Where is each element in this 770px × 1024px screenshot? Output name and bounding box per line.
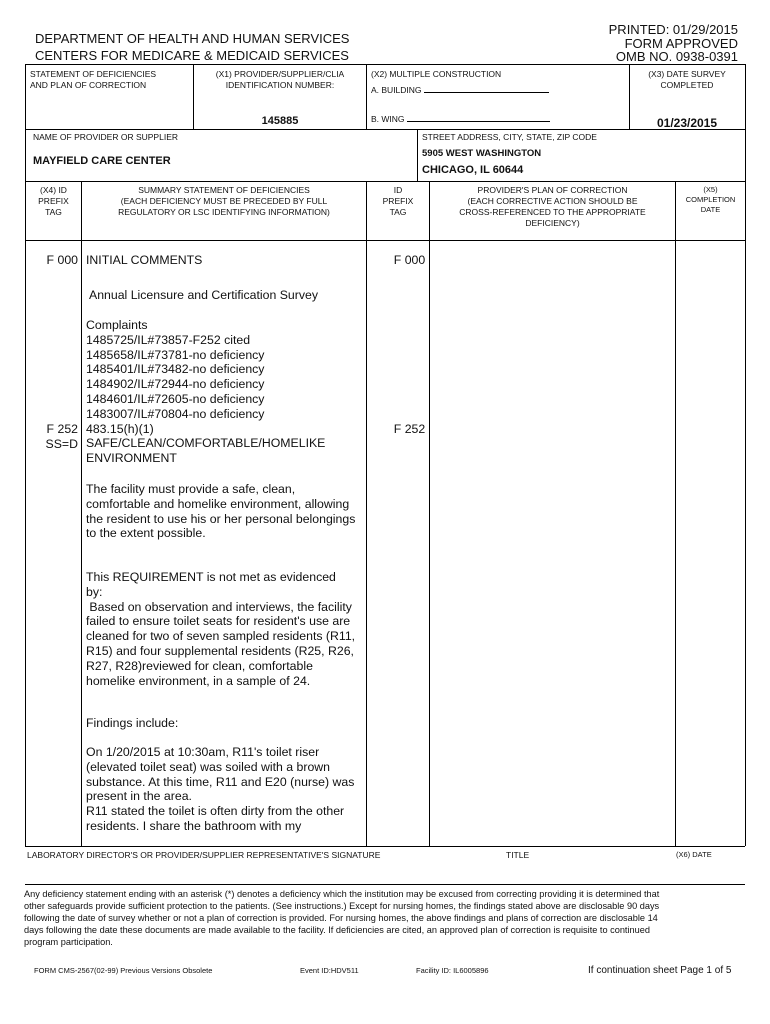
x5-header-line: (X5) [703, 185, 718, 194]
text-line: This REQUIREMENT is not met as evidenced [86, 570, 336, 584]
summary-header [82, 185, 366, 218]
id-header-line: PREFIX [382, 196, 414, 206]
plan-header-line: (EACH CORRECTIVE ACTION SHOULD BE [467, 196, 638, 206]
rule [193, 64, 194, 129]
disclaimer-line: days following the date these documents are made available to the facility. If deficiencies are cited, an approved plan of correction is requisite to continued [24, 925, 650, 935]
plan-header [430, 185, 675, 229]
rule [25, 846, 745, 847]
rule [417, 129, 418, 181]
complaints-list [86, 318, 325, 466]
tag-f000-right: F 000 [393, 253, 426, 267]
building-label: A. BUILDING [371, 85, 422, 95]
text-line: On 1/20/2015 at 10:30am, R11's toilet riser [86, 745, 320, 759]
rule [25, 64, 26, 846]
x3-label-line: COMPLETED [660, 80, 714, 90]
rule [25, 240, 745, 241]
plan-header-line: CROSS-REFERENCED TO THE APPROPRIATE [459, 207, 646, 217]
rule [745, 64, 746, 846]
regulation-ref: 483.15(h)(1) [86, 421, 154, 436]
x1-label-line: IDENTIFICATION NUMBER: [225, 80, 335, 90]
rule [429, 181, 430, 846]
complaint-line: 1483007/IL#70804-no deficiency [86, 406, 265, 421]
x5-header-line: COMPLETION [685, 195, 736, 204]
tag-ssd: SS=D [45, 437, 78, 451]
wing-label: B. WING [371, 114, 405, 124]
summary-header-line: REGULATORY OR LSC IDENTIFYING INFORMATION) [118, 207, 330, 217]
disclaimer-line: following the date of survey whether or not a plan of correction is provided. For nursing homes, the above findings and plans of correction are disclosable 14 [24, 913, 658, 923]
id-prefix-header [367, 185, 429, 218]
tag-f000-left: F 000 [46, 253, 78, 267]
complaint-line: 1485401/IL#73482-no deficiency [86, 362, 265, 377]
text-line: comfortable and homelike environment, allowing [86, 496, 350, 511]
x5-header-line: DATE [700, 205, 721, 214]
survey-date: 01/23/2015 [656, 116, 718, 130]
regulation-title: SAFE/CLEAN/COMFORTABLE/HOMELIKE [86, 436, 326, 451]
annual-survey-note: Annual Licensure and Certification Survey [89, 288, 318, 302]
street-address: 5905 WEST WASHINGTON [422, 148, 542, 159]
text-line: cleaned for two of seven sampled residents (R11, [86, 629, 356, 644]
id-header-line: ID [393, 185, 403, 195]
initial-comments: INITIAL COMMENTS [86, 253, 203, 267]
address-label: STREET ADDRESS, CITY, STATE, ZIP CODE [422, 132, 597, 142]
rule [629, 64, 630, 129]
provider-id: 145885 [261, 115, 299, 127]
text-line: present in the area. [86, 789, 192, 804]
complaint-line: 1485658/IL#73781-no deficiency [86, 347, 265, 362]
rule [25, 884, 745, 885]
text-line: to the extent possible. [86, 526, 206, 541]
building-blank[interactable] [424, 84, 549, 93]
x5-header [676, 185, 745, 215]
text-line: homelike environment, in a sample of 24. [86, 673, 311, 688]
x1-label-line: (X1) PROVIDER/SUPPLIER/CLIA [215, 69, 345, 79]
text-line: by: [86, 584, 103, 599]
statement-label [30, 69, 156, 91]
omb-number: OMB NO. 0938-0391 [615, 49, 738, 64]
tag-f252-left: F 252 [46, 422, 78, 436]
city-state-zip: CHICAGO, IL 60644 [422, 164, 524, 176]
text-line: R27, R28)reviewed for clean, comfortable [86, 658, 313, 673]
rule [366, 64, 367, 129]
x2-label: (X2) MULTIPLE CONSTRUCTION [371, 69, 502, 79]
department-title: DEPARTMENT OF HEALTH AND HUMAN SERVICES [35, 31, 350, 46]
summary-header-line: (EACH DEFICIENCY MUST BE PRECEDED BY FULL [120, 196, 328, 206]
facility-id: Facility ID: IL6005896 [416, 966, 489, 975]
complaint-line: Complaints [86, 318, 148, 332]
statement-label-line: AND PLAN OF CORRECTION [30, 80, 147, 90]
rule [25, 64, 745, 65]
x3-label [631, 69, 743, 91]
x6-date-label: (X6) DATE [676, 850, 712, 859]
rule [25, 181, 745, 182]
complaint-line: 1484601/IL#72605-no deficiency [86, 391, 265, 406]
regulation-title: ENVIRONMENT [86, 451, 177, 466]
plan-header-line: DEFICIENCY) [525, 218, 580, 228]
x1-label [195, 69, 365, 91]
statement-label-line: STATEMENT OF DEFICIENCIES [30, 69, 157, 79]
building-field[interactable] [371, 84, 549, 96]
evidence-paragraph [86, 570, 355, 688]
x4-header-line: (X4) ID [40, 185, 67, 195]
text-line: (elevated toilet seat) was soiled with a brown [86, 759, 331, 774]
text-line: residents. I share the bathroom with my [86, 818, 302, 833]
x4-header-line: PREFIX [38, 196, 69, 206]
findings-heading: Findings include: [86, 716, 179, 730]
wing-field[interactable] [371, 113, 550, 125]
text-line: R15) and four supplemental residents (R25, R26, [86, 643, 354, 658]
requirement-paragraph [86, 482, 355, 541]
complaint-line: 1485725/IL#73857-F252 cited [86, 332, 251, 347]
plan-header-line: PROVIDER'S PLAN OF CORRECTION [477, 185, 628, 195]
form-approved: FORM APPROVED [624, 36, 738, 51]
text-line: Based on observation and interviews, the facility [86, 599, 352, 614]
disclaimer-line: program participation. [24, 937, 113, 947]
x3-label-line: (X3) DATE SURVEY [648, 69, 726, 79]
disclaimer-line: Any deficiency statement ending with an asterisk (*) denotes a deficiency which the institution may be excused from correcting providing it is determined that [24, 889, 660, 899]
centers-title: CENTERS FOR MEDICARE & MEDICAID SERVICES [35, 48, 349, 63]
provider-name-label: NAME OF PROVIDER OR SUPPLIER [33, 132, 178, 142]
text-line: R11 stated the toilet is often dirty from the other [86, 804, 345, 819]
text-line: substance. At this time, R11 and E20 (nurse) was [86, 774, 355, 789]
printed-date: PRINTED: 01/29/2015 [608, 22, 738, 37]
text-line: failed to ensure toilet seats for resident's use are [86, 614, 351, 629]
disclaimer-line: other safeguards provide sufficient protection to the patients. (See instructions.) Except for nursing homes, the findings stated above are disclosable 90 days [24, 901, 660, 911]
findings-paragraph [86, 745, 354, 834]
wing-blank[interactable] [407, 113, 550, 122]
disclaimer [24, 888, 659, 948]
rule [366, 181, 367, 846]
signature-label: LABORATORY DIRECTOR'S OR PROVIDER/SUPPLIER REPRESENTATIVE'S SIGNATURE [27, 850, 381, 860]
text-line: the resident to use his or her personal belongings [86, 511, 356, 526]
form-id: FORM CMS-2567(02-99) Previous Versions Obsolete [34, 966, 213, 975]
complaint-line: 1484902/IL#72944-no deficiency [86, 377, 265, 392]
rule [81, 181, 82, 846]
x4-header-line: TAG [45, 207, 62, 217]
provider-name: MAYFIELD CARE CENTER [33, 155, 171, 167]
summary-header-line: SUMMARY STATEMENT OF DEFICIENCIES [138, 185, 310, 195]
title-label: TITLE [506, 850, 530, 860]
x4-header [26, 185, 81, 218]
text-line: The facility must provide a safe, clean, [86, 482, 296, 496]
tag-f252-right: F 252 [393, 422, 426, 436]
rule [675, 181, 676, 846]
event-id: Event ID:HDV511 [300, 966, 359, 975]
page-info: If continuation sheet Page 1 of 5 [588, 965, 732, 976]
id-header-line: TAG [389, 207, 407, 217]
